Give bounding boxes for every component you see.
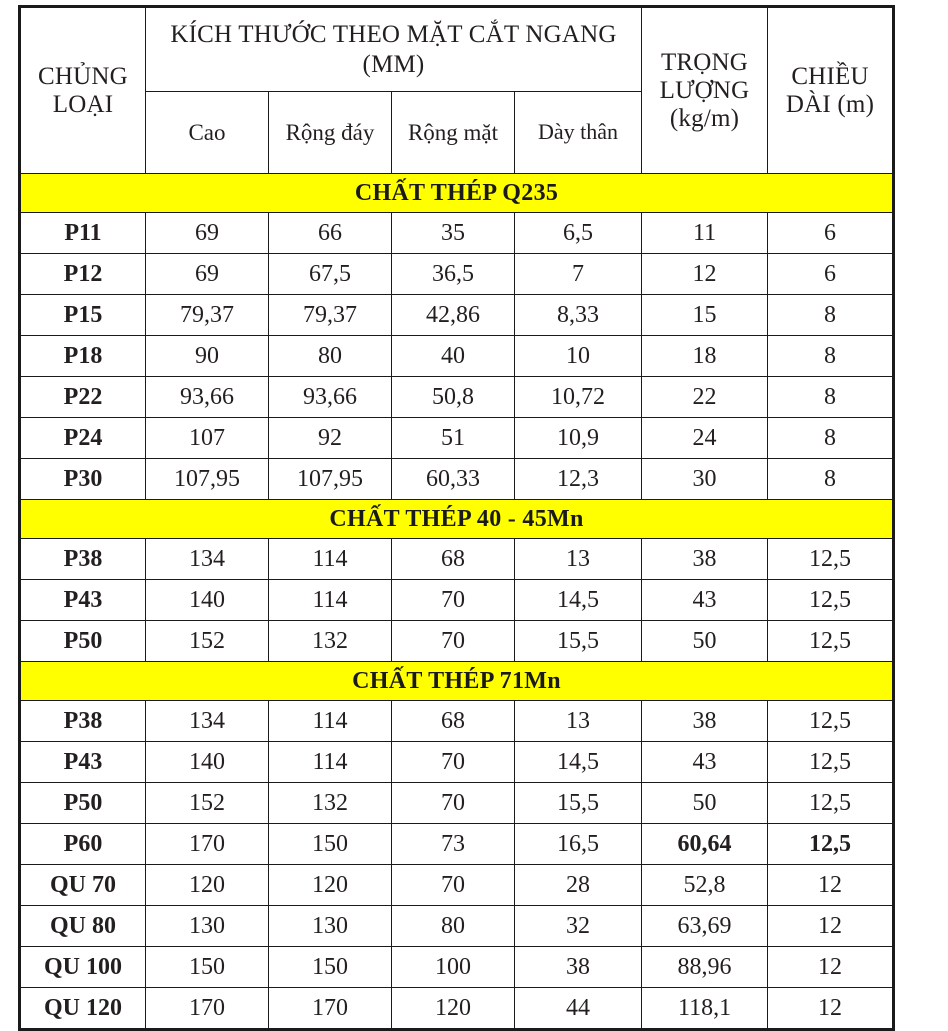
table-row bbox=[20, 336, 894, 377]
cell-weight: 52,8 bbox=[642, 865, 768, 906]
cell-face-width: 70 bbox=[392, 580, 515, 621]
table-row bbox=[20, 621, 894, 662]
cell-weight: 88,96 bbox=[642, 947, 768, 988]
cell-type: P43 bbox=[20, 742, 146, 783]
cell-length: 8 bbox=[768, 295, 894, 336]
cell-type: P15 bbox=[20, 295, 146, 336]
cell-weight: 50 bbox=[642, 621, 768, 662]
cell-height: 152 bbox=[146, 783, 269, 824]
cell-base-width: 114 bbox=[269, 742, 392, 783]
cell-type: P38 bbox=[20, 539, 146, 580]
cell-weight: 18 bbox=[642, 336, 768, 377]
cell-base-width: 107,95 bbox=[269, 459, 392, 500]
steel-spec-table-container bbox=[18, 5, 892, 1031]
table-row bbox=[20, 947, 894, 988]
cell-length: 12 bbox=[768, 865, 894, 906]
cell-web-thickness: 10,72 bbox=[515, 377, 642, 418]
cell-weight: 60,64 bbox=[642, 824, 768, 865]
cell-length: 8 bbox=[768, 377, 894, 418]
cell-web-thickness: 44 bbox=[515, 988, 642, 1030]
cell-height: 152 bbox=[146, 621, 269, 662]
section-header-row bbox=[20, 174, 894, 213]
cell-type: P22 bbox=[20, 377, 146, 418]
cell-weight: 30 bbox=[642, 459, 768, 500]
cell-weight: 12 bbox=[642, 254, 768, 295]
cell-weight: 43 bbox=[642, 580, 768, 621]
cell-web-thickness: 13 bbox=[515, 539, 642, 580]
cell-height: 69 bbox=[146, 254, 269, 295]
cell-height: 120 bbox=[146, 865, 269, 906]
cell-type: QU 70 bbox=[20, 865, 146, 906]
cell-base-width: 150 bbox=[269, 824, 392, 865]
cell-length: 12 bbox=[768, 988, 894, 1030]
cell-face-width: 68 bbox=[392, 701, 515, 742]
table-row bbox=[20, 418, 894, 459]
cell-height: 93,66 bbox=[146, 377, 269, 418]
cell-web-thickness: 6,5 bbox=[515, 213, 642, 254]
cell-type: QU 120 bbox=[20, 988, 146, 1030]
cell-type: P43 bbox=[20, 580, 146, 621]
cell-base-width: 114 bbox=[269, 701, 392, 742]
cell-web-thickness: 32 bbox=[515, 906, 642, 947]
steel-specification-table bbox=[18, 5, 895, 1031]
section-header-row bbox=[20, 662, 894, 701]
cell-web-thickness: 38 bbox=[515, 947, 642, 988]
table-header bbox=[20, 7, 894, 174]
cell-length: 12,5 bbox=[768, 742, 894, 783]
cell-height: 150 bbox=[146, 947, 269, 988]
cell-length: 8 bbox=[768, 459, 894, 500]
table-row bbox=[20, 783, 894, 824]
cell-height: 107 bbox=[146, 418, 269, 459]
cell-height: 140 bbox=[146, 580, 269, 621]
header-row-primary bbox=[20, 7, 894, 92]
cell-face-width: 68 bbox=[392, 539, 515, 580]
cell-face-width: 100 bbox=[392, 947, 515, 988]
cell-base-width: 130 bbox=[269, 906, 392, 947]
cell-weight: 38 bbox=[642, 539, 768, 580]
cell-length: 12,5 bbox=[768, 621, 894, 662]
cell-weight: 22 bbox=[642, 377, 768, 418]
table-row bbox=[20, 539, 894, 580]
section-title: CHẤT THÉP 40 - 45Mn bbox=[20, 500, 894, 539]
cell-type: QU 100 bbox=[20, 947, 146, 988]
cell-web-thickness: 16,5 bbox=[515, 824, 642, 865]
cell-height: 170 bbox=[146, 824, 269, 865]
cell-length: 12,5 bbox=[768, 701, 894, 742]
cell-type: P50 bbox=[20, 621, 146, 662]
cell-length: 12 bbox=[768, 947, 894, 988]
cell-height: 107,95 bbox=[146, 459, 269, 500]
cell-web-thickness: 28 bbox=[515, 865, 642, 906]
cell-type: P24 bbox=[20, 418, 146, 459]
cell-face-width: 70 bbox=[392, 783, 515, 824]
cell-face-width: 70 bbox=[392, 865, 515, 906]
cell-face-width: 40 bbox=[392, 336, 515, 377]
cell-web-thickness: 10,9 bbox=[515, 418, 642, 459]
cell-length: 12,5 bbox=[768, 783, 894, 824]
cell-type: QU 80 bbox=[20, 906, 146, 947]
cell-length: 8 bbox=[768, 418, 894, 459]
cell-type: P11 bbox=[20, 213, 146, 254]
cell-base-width: 150 bbox=[269, 947, 392, 988]
cell-height: 134 bbox=[146, 539, 269, 580]
cell-type: P18 bbox=[20, 336, 146, 377]
cell-face-width: 50,8 bbox=[392, 377, 515, 418]
table-row bbox=[20, 865, 894, 906]
cell-web-thickness: 8,33 bbox=[515, 295, 642, 336]
cell-face-width: 73 bbox=[392, 824, 515, 865]
cell-height: 134 bbox=[146, 701, 269, 742]
column-header-type: CHỦNG LOẠI bbox=[20, 7, 146, 174]
cell-weight: 11 bbox=[642, 213, 768, 254]
cell-weight: 50 bbox=[642, 783, 768, 824]
cell-face-width: 120 bbox=[392, 988, 515, 1030]
cell-height: 140 bbox=[146, 742, 269, 783]
table-row bbox=[20, 254, 894, 295]
cell-weight: 38 bbox=[642, 701, 768, 742]
cell-base-width: 170 bbox=[269, 988, 392, 1030]
column-header-face-width: Rộng mặt bbox=[392, 92, 515, 174]
cell-face-width: 36,5 bbox=[392, 254, 515, 295]
cell-web-thickness: 12,3 bbox=[515, 459, 642, 500]
cell-face-width: 51 bbox=[392, 418, 515, 459]
table-row bbox=[20, 824, 894, 865]
cell-height: 69 bbox=[146, 213, 269, 254]
cell-base-width: 93,66 bbox=[269, 377, 392, 418]
column-header-web-thickness: Dày thân bbox=[515, 92, 642, 174]
table-row bbox=[20, 459, 894, 500]
cell-weight: 24 bbox=[642, 418, 768, 459]
cell-length: 12,5 bbox=[768, 539, 894, 580]
section-header-row bbox=[20, 500, 894, 539]
cell-type: P30 bbox=[20, 459, 146, 500]
cell-weight: 63,69 bbox=[642, 906, 768, 947]
table-body bbox=[20, 174, 894, 1030]
cell-base-width: 132 bbox=[269, 783, 392, 824]
cell-web-thickness: 14,5 bbox=[515, 580, 642, 621]
cell-base-width: 132 bbox=[269, 621, 392, 662]
table-row bbox=[20, 213, 894, 254]
cell-web-thickness: 13 bbox=[515, 701, 642, 742]
cell-web-thickness: 14,5 bbox=[515, 742, 642, 783]
cell-face-width: 70 bbox=[392, 621, 515, 662]
cell-face-width: 70 bbox=[392, 742, 515, 783]
column-header-height: Cao bbox=[146, 92, 269, 174]
cell-height: 90 bbox=[146, 336, 269, 377]
cell-type: P38 bbox=[20, 701, 146, 742]
cell-length: 8 bbox=[768, 336, 894, 377]
cell-base-width: 80 bbox=[269, 336, 392, 377]
cell-base-width: 92 bbox=[269, 418, 392, 459]
table-row bbox=[20, 295, 894, 336]
cell-length: 12,5 bbox=[768, 824, 894, 865]
cell-weight: 15 bbox=[642, 295, 768, 336]
table-row bbox=[20, 701, 894, 742]
cell-face-width: 80 bbox=[392, 906, 515, 947]
column-header-length: CHIỀU DÀI (m) bbox=[768, 7, 894, 174]
cell-base-width: 79,37 bbox=[269, 295, 392, 336]
section-title: CHẤT THÉP Q235 bbox=[20, 174, 894, 213]
cell-type: P60 bbox=[20, 824, 146, 865]
section-title: CHẤT THÉP 71Mn bbox=[20, 662, 894, 701]
cell-weight: 118,1 bbox=[642, 988, 768, 1030]
cell-web-thickness: 15,5 bbox=[515, 783, 642, 824]
cell-weight: 43 bbox=[642, 742, 768, 783]
cell-length: 12 bbox=[768, 906, 894, 947]
cell-type: P50 bbox=[20, 783, 146, 824]
cell-length: 6 bbox=[768, 213, 894, 254]
cell-height: 130 bbox=[146, 906, 269, 947]
column-header-weight: TRỌNG LƯỢNG (kg/m) bbox=[642, 7, 768, 174]
cell-base-width: 67,5 bbox=[269, 254, 392, 295]
cell-length: 6 bbox=[768, 254, 894, 295]
cell-web-thickness: 15,5 bbox=[515, 621, 642, 662]
column-header-cross-section-group: KÍCH THƯỚC THEO MẶT CẮT NGANG (MM) bbox=[146, 7, 642, 92]
table-row bbox=[20, 988, 894, 1030]
table-row bbox=[20, 906, 894, 947]
cell-face-width: 35 bbox=[392, 213, 515, 254]
column-header-base-width: Rộng đáy bbox=[269, 92, 392, 174]
cell-type: P12 bbox=[20, 254, 146, 295]
cell-base-width: 120 bbox=[269, 865, 392, 906]
cell-face-width: 60,33 bbox=[392, 459, 515, 500]
cell-base-width: 66 bbox=[269, 213, 392, 254]
cell-height: 79,37 bbox=[146, 295, 269, 336]
cell-height: 170 bbox=[146, 988, 269, 1030]
table-row bbox=[20, 377, 894, 418]
table-row bbox=[20, 580, 894, 621]
cell-base-width: 114 bbox=[269, 539, 392, 580]
cell-base-width: 114 bbox=[269, 580, 392, 621]
table-row bbox=[20, 742, 894, 783]
cell-web-thickness: 10 bbox=[515, 336, 642, 377]
cell-face-width: 42,86 bbox=[392, 295, 515, 336]
cell-length: 12,5 bbox=[768, 580, 894, 621]
cell-web-thickness: 7 bbox=[515, 254, 642, 295]
